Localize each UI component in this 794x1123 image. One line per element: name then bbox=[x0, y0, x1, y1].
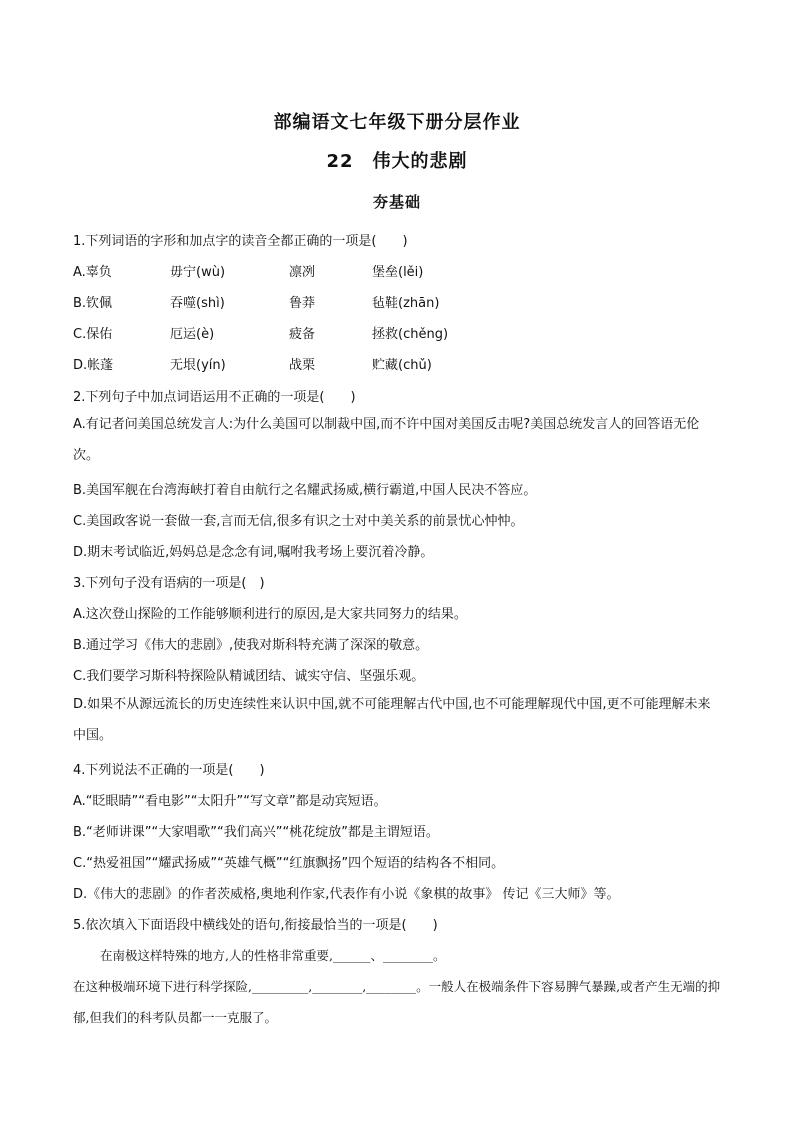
q4-option-d: D.《伟大的悲剧》的作者茨威格,奥地利作家,代表作有小说《象棋的故事》 传记《三大师》等。 bbox=[73, 887, 620, 902]
q1-option-a-word3: 凛冽 bbox=[289, 265, 316, 280]
q5-passage-line-2: 在这种极端环境下进行科学探险,_________,________,________。一般人在极端条件下容易脾气暴躁,或者产生无端的抑郁,但我们的科考队员都一一克服了。 bbox=[73, 979, 721, 1025]
q3-option-d: D.如果不从源远流长的历史连续性来认识中国,就不可能理解古代中国,也不可能理解现代中国,更不可能理解未来中国。 bbox=[73, 697, 711, 743]
q2-option-b: B.美国军舰在台湾海峡打着自由航行之名耀武扬威,横行霸道,中国人民决不答应。 bbox=[73, 483, 537, 498]
document-title: 部编语文七年级下册分层作业 bbox=[273, 112, 521, 133]
question-1-stem: 1.下列词语的字形和加点字的读音全都正确的一项是( ) bbox=[73, 234, 408, 249]
q1-option-a-word2: 毋宁(wù) bbox=[170, 265, 226, 280]
lesson-title: 22 伟大的悲剧 bbox=[326, 151, 468, 172]
q1-option-a-word4: 堡垒(lěi) bbox=[372, 265, 424, 280]
q1-option-d-word4: 贮藏(chǔ) bbox=[372, 358, 432, 373]
q2-option-a: A.有记者问美国总统发言人:为什么美国可以制裁中国,而不许中国对美国反击呢?美国总统发言人的回答语无伦次。 bbox=[73, 417, 700, 463]
question-5-stem: 5.依次填入下面语段中横线处的语句,衔接最恰当的一项是( ) bbox=[73, 918, 438, 933]
question-3-stem: 3.下列句子没有语病的一项是( ) bbox=[73, 576, 265, 591]
q2-option-d: D.期末考试临近,妈妈总是念念有词,嘱咐我考场上要沉着冷静。 bbox=[73, 545, 434, 560]
q1-option-c-word1: C.保佑 bbox=[73, 327, 113, 342]
q1-option-c-word4: 拯救(chěng) bbox=[372, 327, 449, 342]
q3-option-c: C.我们要学习斯科特探险队精诚团结、诚实守信、坚强乐观。 bbox=[73, 669, 425, 684]
q5-passage-line-1: 在南极这样特殊的地方,人的性格非常重要,______、________。 bbox=[100, 948, 446, 963]
q1-option-a-word1: A.辜负 bbox=[73, 265, 112, 280]
q1-option-b-word3: 鲁莽 bbox=[289, 296, 316, 311]
q1-option-b-word2: 吞噬(shì) bbox=[170, 296, 225, 311]
section-heading: 夯基础 bbox=[372, 193, 421, 211]
q3-option-a: A.这次登山探险的工作能够顺利进行的原因,是大家共同努力的结果。 bbox=[73, 607, 467, 622]
q1-option-b-word1: B.钦佩 bbox=[73, 296, 113, 311]
q1-option-d-word2: 无垠(yín) bbox=[170, 358, 226, 373]
q4-option-c: C.“热爱祖国”“耀武扬威”“英雄气概”“红旗飘扬”四个短语的结构各不相同。 bbox=[73, 856, 505, 871]
question-2-stem: 2.下列句子中加点词语运用不正确的一项是( ) bbox=[73, 390, 356, 405]
q3-option-b: B.通过学习《伟大的悲剧》,使我对斯科特充满了深深的敬意。 bbox=[73, 638, 429, 653]
q1-option-c-word3: 疲备 bbox=[289, 327, 316, 342]
q2-option-c: C.美国政客说一套做一套,言而无信,很多有识之士对中美关系的前景忧心忡忡。 bbox=[73, 514, 524, 529]
q1-option-d-word1: D.帐蓬 bbox=[73, 358, 114, 373]
question-4-stem: 4.下列说法不正确的一项是( ) bbox=[73, 763, 265, 778]
q4-option-a: A.“眨眼睛”“看电影”“太阳升”“写文章”都是动宾短语。 bbox=[73, 794, 387, 809]
q1-option-b-word4: 毡鞋(zhān) bbox=[372, 296, 440, 311]
q4-option-b: B.“老师讲课”“大家唱歌”“我们高兴”“桃花绽放”都是主谓短语。 bbox=[73, 825, 439, 840]
q1-option-d-word3: 战栗 bbox=[289, 358, 316, 373]
q1-option-c-word2: 厄运(è) bbox=[170, 327, 215, 342]
